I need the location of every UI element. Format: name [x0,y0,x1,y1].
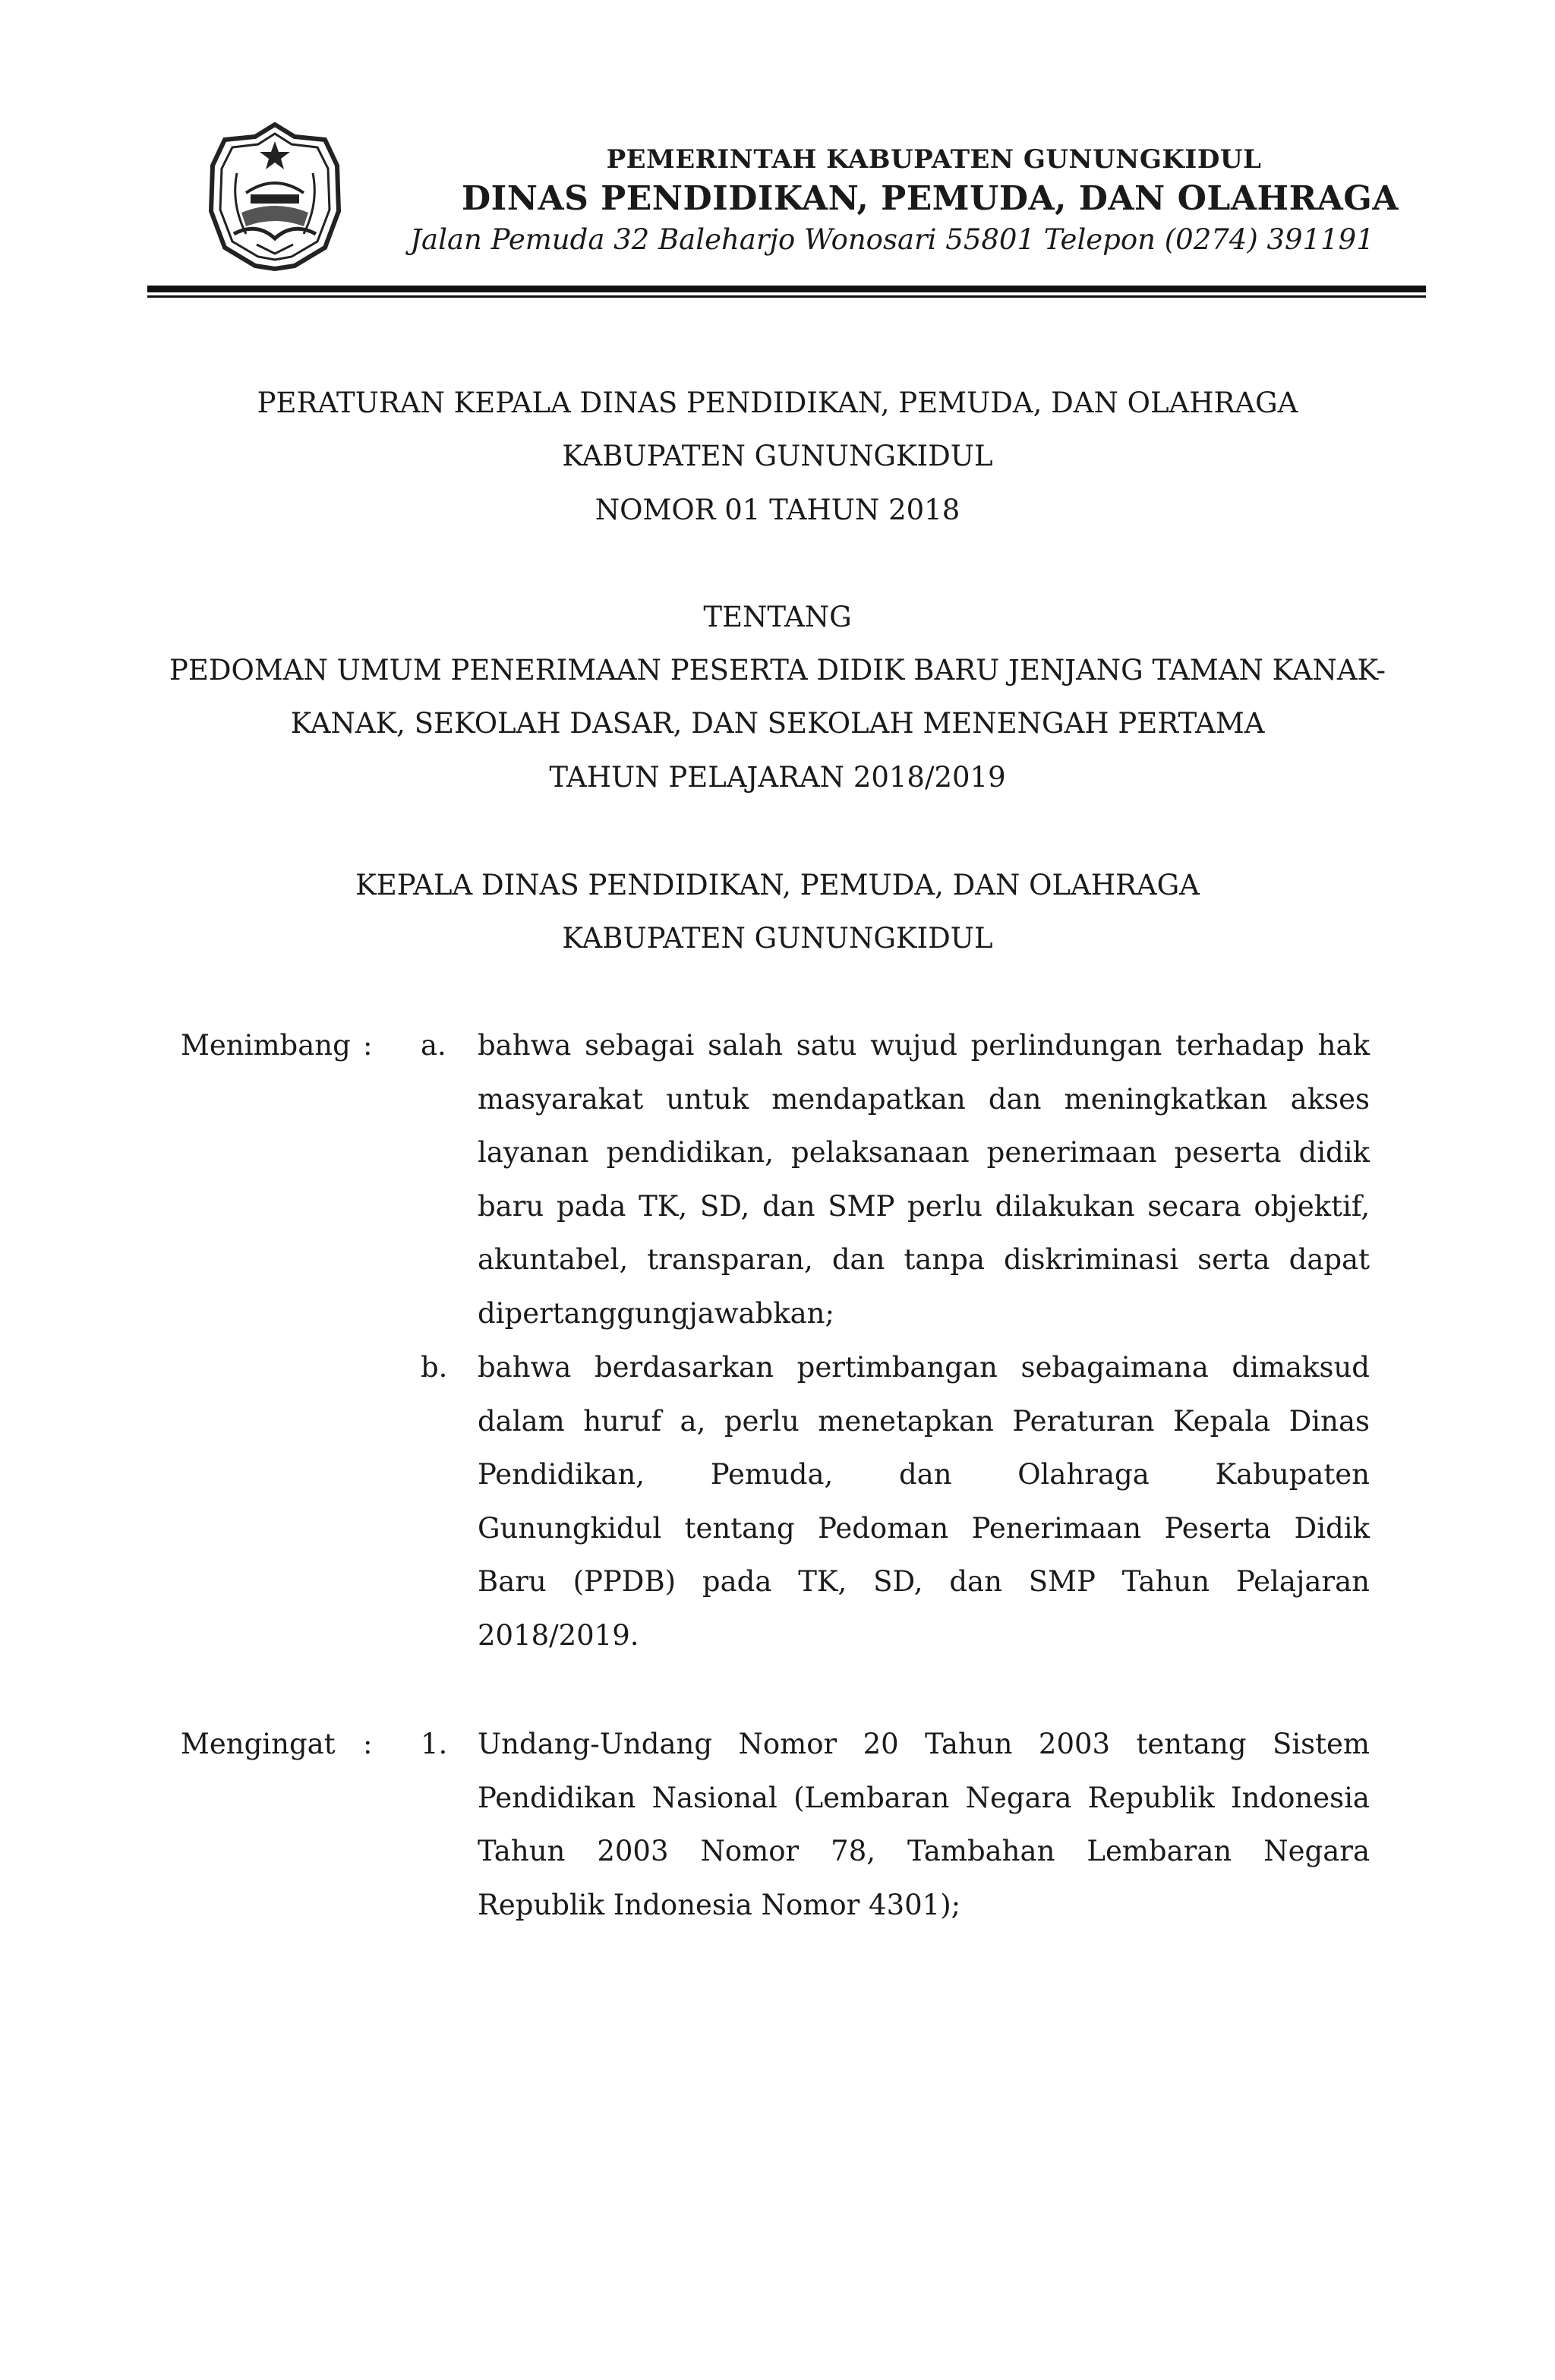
letterhead-government: PEMERINTAH KABUPATEN GUNUNGKIDUL [606,144,1262,175]
text-line: 2018/2019. [478,1618,639,1652]
mengingat-item-1-text [478,1718,1370,1932]
menimbang-item-b-text [478,1341,1370,1662]
menimbang-colon: : [363,1029,373,1062]
text-line: baru pada TK, SD, dan SMP perlu dilakukan secara objektif, [478,1189,1370,1223]
text-line: bahwa berdasarkan pertimbangan sebagaimana dimaksud [478,1351,1370,1384]
text-line: Pendidikan, Pemuda, dan Olahraga Kabupaten [478,1458,1370,1491]
text-line: dalam huruf a, perlu menetapkan Peraturan Kepala Dinas [478,1404,1370,1438]
regulation-title-line2: KABUPATEN GUNUNGKIDUL [562,440,993,472]
letterhead-divider-thin [147,295,1426,298]
text-line: layanan pendidikan, pelaksanaan penerimaan peserta didik [478,1136,1370,1169]
regulation-title-line1: PERATURAN KEPALA DINAS PENDIDIKAN, PEMUDA, DAN OLAHRAGA [257,387,1298,419]
text-line: dipertanggungjawabkan; [478,1296,834,1330]
subject-line3: TAHUN PELAJARAN 2018/2019 [549,761,1006,794]
text-line: akuntabel, transparan, dan tanpa diskriminasi serta dapat [478,1243,1370,1276]
text-line: masyarakat untuk mendapatkan dan meningkatkan akses [478,1082,1370,1116]
regulation-number: NOMOR 01 TAHUN 2018 [595,494,960,526]
gunungkidul-coat-of-arms-emblem [203,120,346,272]
issuer-line1: KEPALA DINAS PENDIDIKAN, PEMUDA, DAN OLAHRAGA [355,869,1200,901]
text-line: bahwa sebagai salah satu wujud perlindungan terhadap hak [478,1029,1370,1062]
menimbang-label: Menimbang [181,1029,351,1062]
text-line: Tahun 2003 Nomor 78, Tambahan Lembaran Negara [478,1835,1370,1867]
mengingat-label: Mengingat [181,1728,336,1760]
mengingat-item-1-marker: 1. [421,1728,448,1760]
letterhead-agency: DINAS PENDIDIKAN, PEMUDA, DAN OLAHRAGA [461,179,1399,218]
subject-line2: KANAK, SEKOLAH DASAR, DAN SEKOLAH MENENGAH PERTAMA [290,707,1265,740]
text-line: Pendidikan Nasional (Lembaran Negara Republik Indonesia [478,1781,1370,1814]
issuer-line2: KABUPATEN GUNUNGKIDUL [562,922,993,955]
text-line: Undang-Undang Nomor 20 Tahun 2003 tentang Sistem [478,1728,1370,1760]
text-line: Republik Indonesia Nomor 4301); [478,1888,961,1921]
menimbang-item-a-text [478,1019,1370,1340]
text-line: Gunungkidul tentang Pedoman Penerimaan Peserta Didik [478,1511,1370,1545]
mengingat-colon: : [363,1728,373,1760]
menimbang-item-b-marker: b. [421,1351,448,1384]
letterhead-address: Jalan Pemuda 32 Baleharjo Wonosari 55801 Telepon (0274) 391191 [410,223,1374,256]
subject-line1: PEDOMAN UMUM PENERIMAAN PESERTA DIDIK BARU JENJANG TAMAN KANAK- [169,654,1386,687]
letterhead-divider-thick [147,286,1426,292]
text-line: Baru (PPDB) pada TK, SD, dan SMP Tahun Pelajaran [478,1565,1370,1598]
subject-label: TENTANG [703,601,852,633]
menimbang-item-a-marker: a. [421,1029,446,1062]
